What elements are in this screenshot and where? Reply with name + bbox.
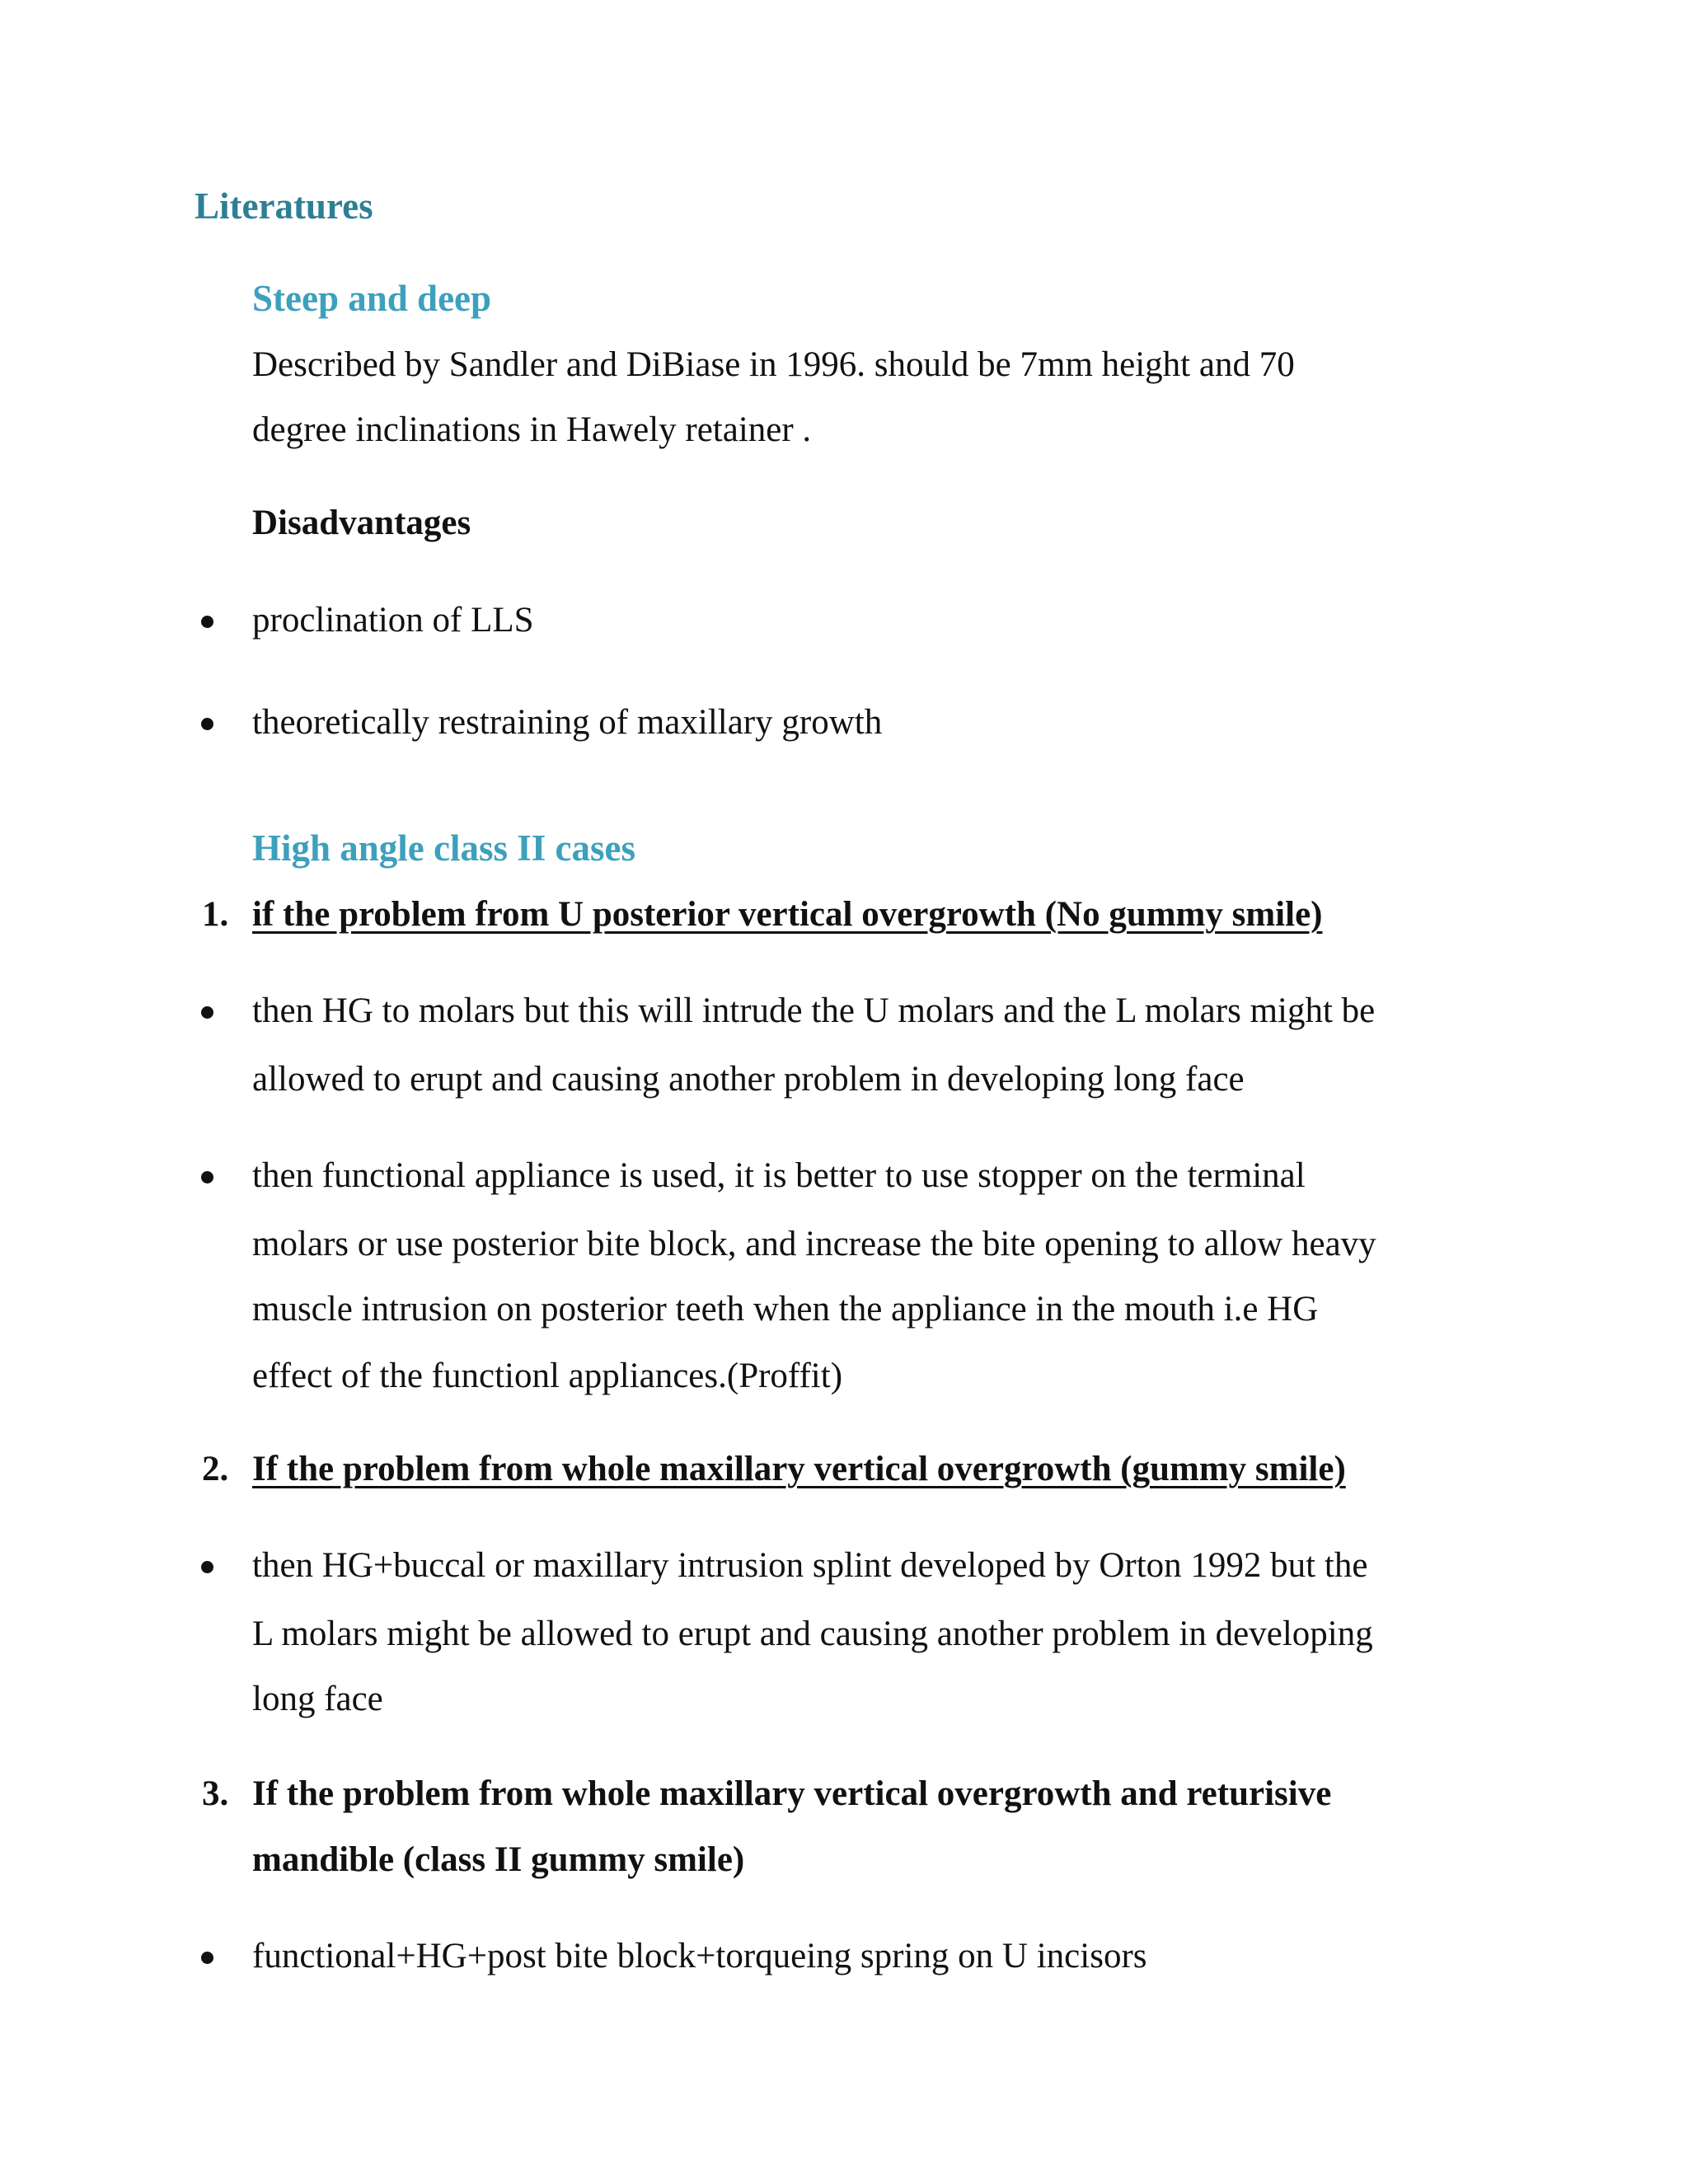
list-number: 2. [202,1450,229,1488]
bullet-dot [201,718,213,730]
list-number: 3. [202,1774,229,1813]
heading-literatures: Literatures [195,185,373,227]
section-title-high-angle: High angle class II cases [252,827,636,869]
bullet-dot [201,1952,213,1964]
bullet-dot [201,616,213,628]
bullet-text-cont: muscle intrusion on posterior teeth when the appliance in the mouth i.e HG [252,1290,1319,1329]
bullet-dot [201,1561,213,1573]
bullet-text-cont: molars or use posterior bite block, and increase the bite opening to allow heavy [252,1225,1376,1263]
bullet-text: then HG to molars but this will intrude the U molars and the L molars might be [252,991,1376,1030]
bullet-text: then HG+buccal or maxillary intrusion splint developed by Orton 1992 but the [252,1546,1368,1585]
bullet-dot [201,1006,213,1019]
list-heading-cont: mandible (class II gummy smile) [252,1840,745,1879]
bullet-text-cont: L molars might be allowed to erupt and causing another problem in developing [252,1615,1373,1653]
list-heading: If the problem from whole maxillary vertical overgrowth (gummy smile) [252,1450,1346,1488]
bullet-text: functional+HG+post bite block+torqueing spring on U incisors [252,1937,1147,1975]
paragraph-line: degree inclinations in Hawely retainer . [252,410,812,449]
label-disadvantages: Disadvantages [252,504,471,542]
bullet-text-cont: effect of the functionl appliances.(Proffit) [252,1357,843,1395]
bullet-text-cont: long face [252,1680,383,1718]
bullet-text-cont: allowed to erupt and causing another problem in developing long face [252,1060,1245,1099]
list-heading: If the problem from whole maxillary vertical overgrowth and returisive [252,1774,1332,1813]
list-number: 1. [202,895,229,934]
list-heading: if the problem from U posterior vertical overgrowth (No gummy smile) [252,895,1323,934]
paragraph-line: Described by Sandler and DiBiase in 1996. should be 7mm height and 70 [252,345,1295,384]
bullet-text: theoretically restraining of maxillary growth [252,703,883,742]
bullet-dot [201,1171,213,1183]
section-title-steep-and-deep: Steep and deep [252,278,492,319]
bullet-text: then functional appliance is used, it is better to use stopper on the terminal [252,1156,1306,1195]
bullet-text: proclination of LLS [252,601,534,640]
